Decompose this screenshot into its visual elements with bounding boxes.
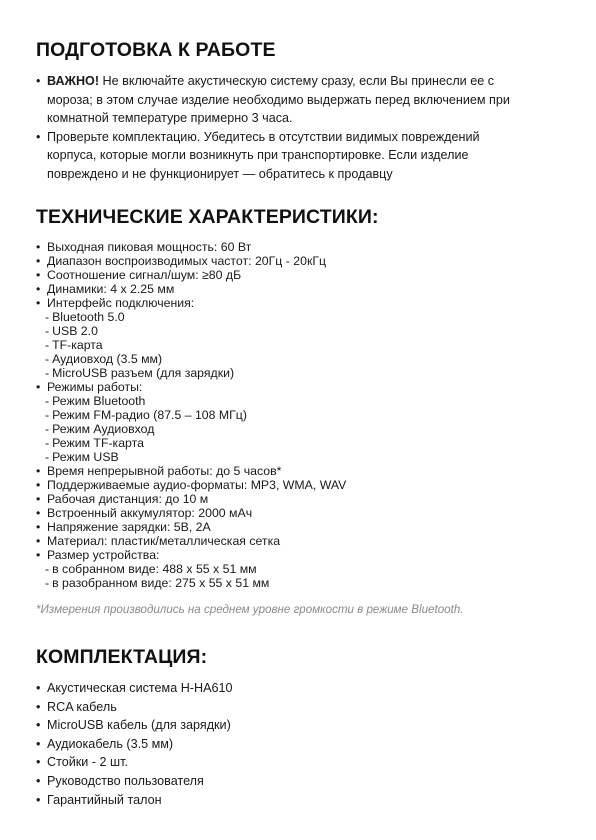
item-text: комнатной температуре примерно 3 часа. — [47, 111, 293, 126]
kit-title: КОМПЛЕКТАЦИЯ: — [36, 646, 208, 668]
sub-list-item — [36, 408, 566, 422]
bullet-icon: • — [36, 506, 41, 520]
bullet-icon: • — [36, 129, 41, 144]
dash-icon: - — [45, 310, 50, 324]
dash-icon: - — [45, 408, 50, 422]
item-text: повреждено и не функционирует — обратитесь к продавцу — [47, 166, 393, 181]
specs-list — [36, 240, 566, 590]
kit-list — [36, 679, 566, 809]
bullet-icon: • — [36, 520, 41, 534]
item-text: Руководство пользователя — [47, 773, 204, 788]
item-text: Диапазон воспроизводимых частот: 20Гц - 20кГц — [47, 254, 327, 268]
bullet-icon: • — [36, 792, 41, 807]
bullet-icon: • — [36, 492, 41, 506]
item-text: Режим Bluetooth — [52, 394, 146, 408]
list-item — [36, 772, 566, 791]
item-text: Размер устройства: — [47, 548, 160, 562]
item-text: Акустическая система H-HA610 — [47, 681, 233, 695]
footnote: *Измерения производились на среднем уровне громкости в режиме Bluetooth. — [36, 603, 464, 616]
dash-icon: - — [45, 324, 50, 338]
dash-icon: - — [45, 422, 50, 436]
kit-section — [36, 646, 566, 809]
dash-icon: - — [45, 436, 50, 450]
sub-list-item — [36, 324, 566, 338]
sub-list-item — [36, 352, 566, 366]
item-text: Выходная пиковая мощность: 60 Вт — [47, 240, 252, 254]
item-text: Режим Аудиовход — [52, 422, 155, 436]
list-item — [36, 254, 566, 268]
bullet-icon: • — [36, 718, 41, 733]
item-text: Режимы работы: — [47, 380, 143, 394]
item-text: Аудиокабель (3.5 мм) — [47, 736, 174, 751]
list-item — [36, 72, 566, 128]
list-item — [36, 679, 566, 698]
sub-list-item — [36, 394, 566, 408]
item-text: TF-карта — [52, 338, 103, 352]
list-item — [36, 282, 566, 296]
item-text: USB 2.0 — [52, 324, 98, 338]
list-item — [36, 478, 566, 492]
list-item — [36, 240, 566, 254]
item-text: Соотношение сигнал/шум: ≥80 дБ — [47, 268, 242, 282]
bullet-icon: • — [36, 380, 41, 394]
item-text: Материал: пластик/металлическая сетка — [47, 534, 281, 548]
sub-list-item — [36, 562, 566, 576]
list-item — [36, 464, 566, 478]
item-text: Динамики: 4 x 2.25 мм — [47, 282, 175, 296]
dash-icon: - — [45, 576, 50, 590]
list-item — [36, 296, 566, 310]
item-text: Режим FM-радио (87.5 – 108 МГц) — [52, 408, 247, 422]
list-item — [36, 380, 566, 394]
bullet-icon: • — [36, 464, 41, 478]
list-item — [36, 791, 566, 810]
dash-icon: - — [45, 352, 50, 366]
bullet-icon: • — [36, 755, 41, 770]
dash-icon: - — [45, 394, 50, 408]
item-text: Поддерживаемые аудио-форматы: MP3, WMA, WAV — [47, 478, 347, 492]
list-item — [36, 520, 566, 534]
list-item — [36, 698, 566, 717]
item-text: в собранном виде: 488 x 55 x 51 мм — [52, 562, 257, 576]
list-item — [36, 506, 566, 520]
bullet-icon: • — [36, 773, 41, 788]
bullet-icon: • — [36, 74, 41, 88]
list-item — [36, 534, 566, 548]
item-text: MicroUSB разъем (для зарядки) — [52, 366, 235, 380]
list-item — [36, 492, 566, 506]
bullet-icon: • — [36, 548, 41, 562]
item-text: Рабочая дистанция: до 10 м — [47, 492, 209, 506]
item-text: корпуса, которые могли возникнуть при транспортировке. Если изделие — [47, 148, 469, 163]
preparation-title: ПОДГОТОВКА К РАБОТЕ — [36, 39, 276, 61]
dash-icon: - — [45, 562, 50, 576]
item-text: в разобранном виде: 275 x 55 x 51 мм — [52, 576, 270, 590]
item-text: Интерфейс подключения: — [47, 296, 195, 310]
sub-list-item — [36, 366, 566, 380]
item-text: Режим USB — [52, 450, 119, 464]
list-item — [36, 128, 566, 184]
dash-icon: - — [45, 366, 50, 380]
list-item — [36, 735, 566, 754]
list-item — [36, 753, 566, 772]
item-text: Не включайте акустическую систему сразу, если Вы принесли ее с — [99, 74, 494, 88]
warning-label: ВАЖНО! — [47, 74, 100, 88]
dash-icon: - — [45, 450, 50, 464]
sub-list-item — [36, 436, 566, 450]
item-text: Стойки - 2 шт. — [47, 755, 128, 770]
preparation-section — [36, 39, 566, 184]
bullet-icon: • — [36, 681, 41, 695]
item-text: Аудиовход (3.5 мм) — [52, 352, 163, 366]
sub-list-item — [36, 576, 566, 590]
specs-title: ТЕХНИЧЕСКИЕ ХАРАКТЕРИСТИКИ: — [36, 206, 379, 228]
sub-list-item — [36, 450, 566, 464]
item-text: RCA кабель — [47, 699, 117, 714]
sub-list-item — [36, 422, 566, 436]
sub-list-item — [36, 338, 566, 352]
bullet-icon: • — [36, 534, 41, 548]
bullet-icon: • — [36, 268, 41, 282]
item-text: MicroUSB кабель (для зарядки) — [47, 718, 231, 733]
specs-section — [36, 206, 566, 616]
bullet-icon: • — [36, 736, 41, 751]
bullet-icon: • — [36, 699, 41, 714]
bullet-icon: • — [36, 254, 41, 268]
bullet-icon: • — [36, 296, 41, 310]
item-text: Режим TF-карта — [52, 436, 144, 450]
item-text: Напряжение зарядки: 5В, 2А — [47, 520, 211, 534]
item-text: Встроенный аккумулятор: 2000 мАч — [47, 506, 253, 520]
item-text: Гарантийный талон — [47, 792, 162, 807]
list-item — [36, 268, 566, 282]
sub-list-item — [36, 310, 566, 324]
item-text: мороза; в этом случае изделие необходимо выдержать перед включением при — [47, 92, 510, 107]
bullet-icon: • — [36, 282, 41, 296]
list-item — [36, 716, 566, 735]
dash-icon: - — [45, 338, 50, 352]
item-text: Bluetooth 5.0 — [52, 310, 125, 324]
item-text: Время непрерывной работы: до 5 часов* — [47, 464, 282, 478]
preparation-list — [36, 72, 566, 184]
list-item — [36, 548, 566, 562]
bullet-icon: • — [36, 240, 41, 254]
item-text: Проверьте комплектацию. Убедитесь в отсутствии видимых повреждений — [47, 129, 480, 144]
bullet-icon: • — [36, 478, 41, 492]
